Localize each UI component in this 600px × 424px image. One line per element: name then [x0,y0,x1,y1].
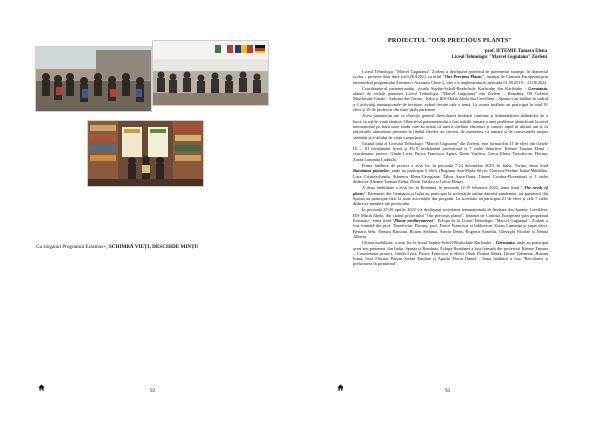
paragraph: Acest parteneriat are ca obiectiv general dezvoltarea învățării continue și îmbunătățirea abilităților de a lucra cu stil de viață sănătos. Obiectivul parteneriatului a fost stabilit urmare a unei probleme identificate la nivel internațional pe baza unor studii care au arătat că tinerii cheltuie obiceiuri și cunosc rapid în ultimii ani și că obiceiurile alimentare prezente în rândul elevilor au crescut, de asemenea, ca urmare și de consecințele asupra sănătății și a stilului de viață a populației. [353,113,548,140]
article-title: PROIECTUL "OUR PRECIOUS PLANTS" [387,37,513,44]
paragraph: Ultima mobilitate, a avut loc la liceul Sophie-Scholl-Realschule Karlsruhe – Germania, unde au participat acest trei parteneri, din Italia, Spania și România. Echipa României a fost formată din profesorii Iftemie Tamara – Coordonator proiect, Gîndu Livia, Parice Francisca și elevii Olaru Florina Maria, Istrate Valentina, Huzum Ionuț, Iosif Florina, Bîrsan Ștefan Emilian și Agachi Florin Daniel . Tema întâlnirii a fost "Recoltarea și prelucrarea în primăvară". [353,240,549,267]
paragraph: Liceul Tehnologic "Marcel Guguianu", Zorleni a desfășurat proiectul de parteneriat strategic în domeniul școlar – proiecte doar între școli (KA201), cu titlul "Our Precious Plants", finanțat de Comisia Europeană prin intermediul programului Erasmus+ Acțiunea Cheie 2, care s-a implementat în perioada 01.09.2019 – 31.08.2022. [353,69,548,85]
caption-slogan: SCHIMBĂ VIEȚI, DESCHIDE MINȚI! [108,244,199,250]
home-icon[interactable] [337,384,344,391]
caption-text: Cu sloganul Programul Erasmus+, [36,244,109,250]
page-number-right: 93 [445,389,450,394]
left-caption [36,244,286,250]
author-school: Liceul Tehnologic "Marcel Guguianu" Zorleni [451,55,547,61]
paragraph: Coordonatorul parteneriatului, școala Sophie-Scholl-Realschule Karlsruhe din Karlsruhe - Germania, alături de ceilalți parteneri Liceul Tehnologic "Marcel Guguianu" din Zorleni – România, IIS Gobetti Marchesini-Casale - Arduino din Torino - Italia și IES Macià Abela din Crevillent – Spania s-au întâlnit în cadrul a 4 activități transnaționale de învățare, având fiecare câte o temă. La aceste întâlniri au participat în total 91 elevi și 26 de profesori din toate țările partenere. [353,85,548,113]
home-icon[interactable] [38,384,45,391]
photo-classroom-flags [152,40,269,106]
right-page [300,0,600,424]
paragraph: Grupul țintă al Liceului Tehnologic "Marcel Guguianu" din Zorleni, este format din 31 de elevi din clasele IX – XI învățământ liceal și IX-X învățământ profesional și 7 cadre didactice: Iftemie Tamara Elena - coordonator proiect, Gîndu Livia, Parice Francisca Agnes, Dorin Vasilica, Grecu Elena, Timofticiuc Florina, Zoran Luminița Ludmila. [353,140,548,162]
article-body [353,69,548,268]
page-number-left: 92 [150,389,155,394]
author-block [452,49,547,61]
author-name: prof. IFTEMIE Tamara Elena [484,49,547,54]
paragraph: Prima întâlnire de proiect a avut loc în perioada 7-14 decembrie 2019, în Italia, Torino, tema fiind Bunătatea plantelor, unde au participat 6 elevi (Bugianu Ana-Maria-Silvia, Cherecu-Pavline Ioana-Mădălina, Luca Cristina-Ionela, Stănescu Elena-Georgiana, Tăbuș Anca-Oana, Tănase Cristina-Florentina) și 3 cadre didactice (Iftemie Tamara Elena, Dorin Vasilica și Grecu Elena). [353,163,548,184]
paragraph: În perioada 25-30 aprilie 2022 s-a desfășurat activitatea transnațională de învățare din Spania- Crevillent, IES Macià Abela, din cadrul proiectului "Our precious plants", finanțat de Comisia Europeană prin programul Erasmus+, tema fiind "Plante mediteraneene". Echipa de la Liceul Tehnologic "Marcel Guguianu", Zorleni a fost formată din prof. Timofticiuc Florina, prof. Parice Francisca și bibliotecar Zoran Luminița și șapte elevi: Bertaru Sebi, Nenutu Ramona, Rotaru Ștefania, Stavăr Denis, Bogescu Eusebiu, Gheorghi Nicolae și Nenita Alberto. [353,207,548,239]
photo-group-outdoor [35,46,152,112]
photo-library-presentation [87,120,204,187]
paragraph: A doua mobilitate a avut loc în România, în perioada 12-19 februarie 2022, tema fiind " The needs of plants". Partenerii din Germania și Italia au participat la activitățile online datorită pandemiei, iar partenerii din Spania au participat fizic la toate activitățile din program. La activitate au participat 21 de elevi și cele 7 cadre didactice membre ale proiectului. [353,185,548,207]
